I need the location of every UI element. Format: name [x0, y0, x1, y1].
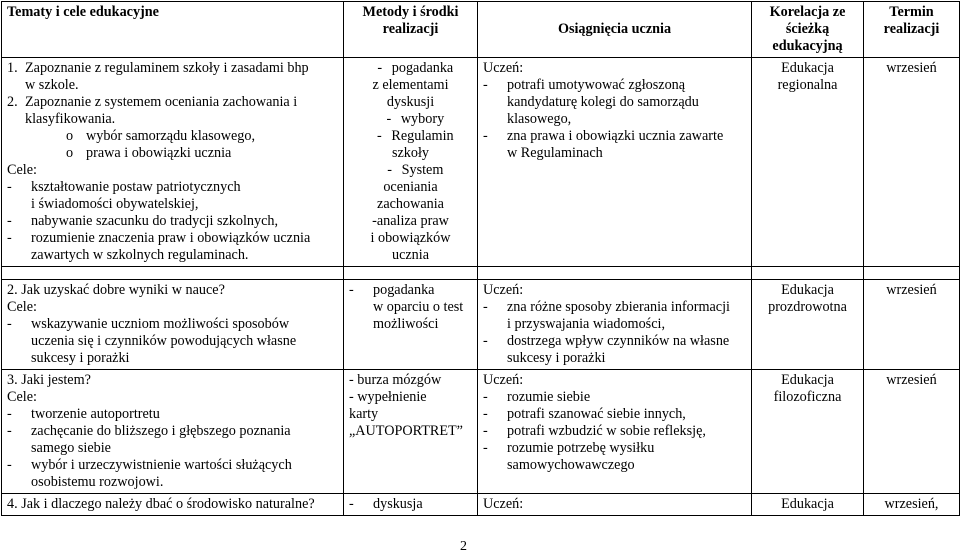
term-cell: wrzesień, — [864, 494, 960, 516]
topics-cell: 3. Jaki jestem? Cele: - tworzenie autoportretu - zachęcanie do bliższego i głębszego poznania samego siebie - wybór i urzeczywistnienie wartości służących osobistemu rozwojowi. — [2, 370, 344, 494]
methods-cell: - pogadanka z elementami dyskusji - wybory - Regulamin szkoły - System oceniania zachowania -analiza praw i obowiązków ucznia — [344, 58, 478, 267]
achievements-cell: Uczeń: - zna różne sposoby zbierania informacji i przyswajania wiadomości, - dostrzega wpływ czynników na własne sukcesy i porażki — [478, 280, 752, 370]
header-methods: Metody i środki realizacji — [344, 2, 478, 58]
methods-cell: - pogadanka w oparciu o test możliwości — [344, 280, 478, 370]
topics-cell: 2. Jak uzyskać dobre wyniki w nauce? Cele: - wskazywanie uczniom możliwości sposobów uczenia się i czynników powodujących własne sukcesy i porażki — [2, 280, 344, 370]
term-cell: wrzesień — [864, 58, 960, 267]
table-row — [2, 280, 960, 370]
header-topics: Tematy i cele edukacyjne — [2, 2, 344, 58]
correlation-cell: Edukacja filozoficzna — [752, 370, 864, 494]
term-cell: wrzesień — [864, 370, 960, 494]
table-row — [2, 58, 960, 267]
correlation-cell: Edukacja prozdrowotna — [752, 280, 864, 370]
achievements-cell: Uczeń: — [478, 494, 752, 516]
topics-cell: 1. Zapoznanie z regulaminem szkoły i zasadami bhp w szkole. 2. Zapoznanie z systemem oceniania zachowania i klasyfikowania. o wybór samorządu klasowego, o prawa i obowiązki ucznia Cele: - kształtowanie postaw patriotycznych i świadomości obywatelskiej, - nabywanie szacunku do tradycji szkolnych, - rozumienie znaczenia praw i obowiązków ucznia zawartych w szkolnych regulaminach. — [2, 58, 344, 267]
topics-cell: 4. Jak i dlaczego należy dbać o środowisko naturalne? — [2, 494, 344, 516]
table-row — [2, 370, 960, 494]
correlation-cell: Edukacja regionalna — [752, 58, 864, 267]
achievements-cell: Uczeń: - potrafi umotywować zgłoszoną kandydaturę kolegi do samorządu klasowego, - zna prawa i obowiązki ucznia zawarte w Regulaminach — [478, 58, 752, 267]
header-term: Termin realizacji — [864, 2, 960, 58]
achievements-cell: Uczeń: - rozumie siebie - potrafi szanować siebie innych, - potrafi wzbudzić w sobie refleksję, - rozumie potrzebę wysiłku samowychowawczego — [478, 370, 752, 494]
table-header-row — [2, 2, 960, 58]
term-cell: wrzesień — [864, 280, 960, 370]
methods-cell: - dyskusja — [344, 494, 478, 516]
page-number: 2 — [460, 539, 467, 554]
table-row — [2, 494, 960, 516]
methods-cell: - burza mózgów - wypełnienie karty „AUTOPORTRET” — [344, 370, 478, 494]
curriculum-table — [1, 1, 960, 516]
header-achievements: Osiągnięcia ucznia — [478, 2, 752, 58]
header-correlation: Korelacja ze ścieżką edukacyjną — [752, 2, 864, 58]
table-spacer-row — [2, 267, 960, 280]
correlation-cell: Edukacja — [752, 494, 864, 516]
